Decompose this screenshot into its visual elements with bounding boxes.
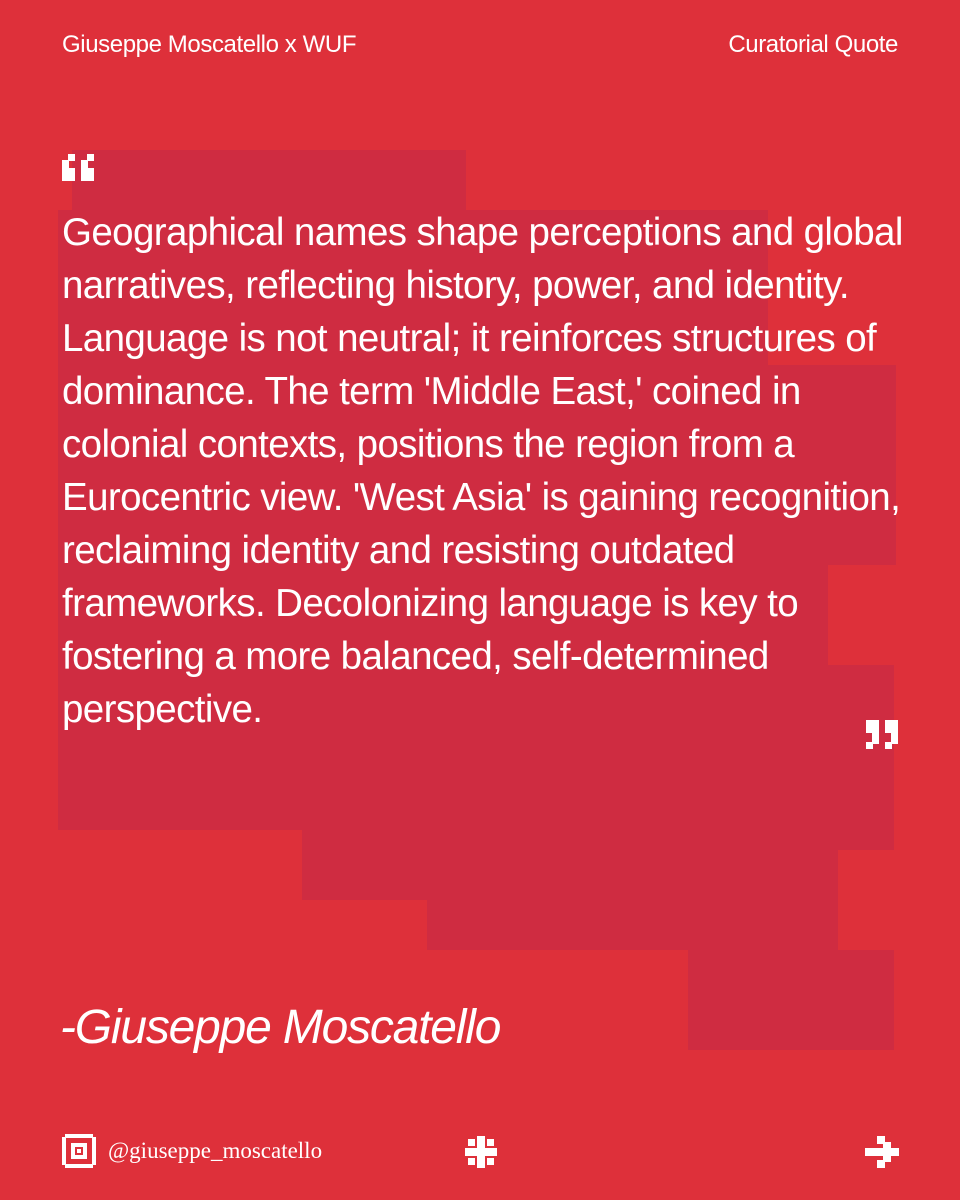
open-quote-icon	[62, 154, 96, 184]
social-handle[interactable]: @giuseppe_moscatello	[108, 1138, 323, 1163]
logo-icon	[62, 1134, 96, 1168]
background-block	[302, 850, 838, 900]
asterisk-icon	[465, 1136, 497, 1168]
background-block	[302, 745, 894, 850]
header-category: Curatorial Quote	[728, 31, 898, 58]
arrow-right-icon[interactable]	[865, 1136, 899, 1168]
header-title: Giuseppe Moscatello x WUF	[62, 31, 357, 58]
close-quote-icon	[866, 720, 900, 750]
quote-author: -Giuseppe Moscatello	[60, 1001, 501, 1054]
background-block	[72, 150, 466, 210]
quote-text: Geographical names shape perceptions and global narratives, reflecting history, power, and identity. Language is not neutral; it reinforces structures of dominance. The term 'Middle East,' coined in colonial contexts, positions the region from a Eurocentric view. 'West Asia' is gaining recognition, reclaiming identity and resisting outdated frameworks. Decolonizing language is key to fostering a more balanced, self-determined perspective.	[62, 211, 903, 731]
background-block	[427, 900, 838, 950]
background-block	[688, 950, 894, 1050]
